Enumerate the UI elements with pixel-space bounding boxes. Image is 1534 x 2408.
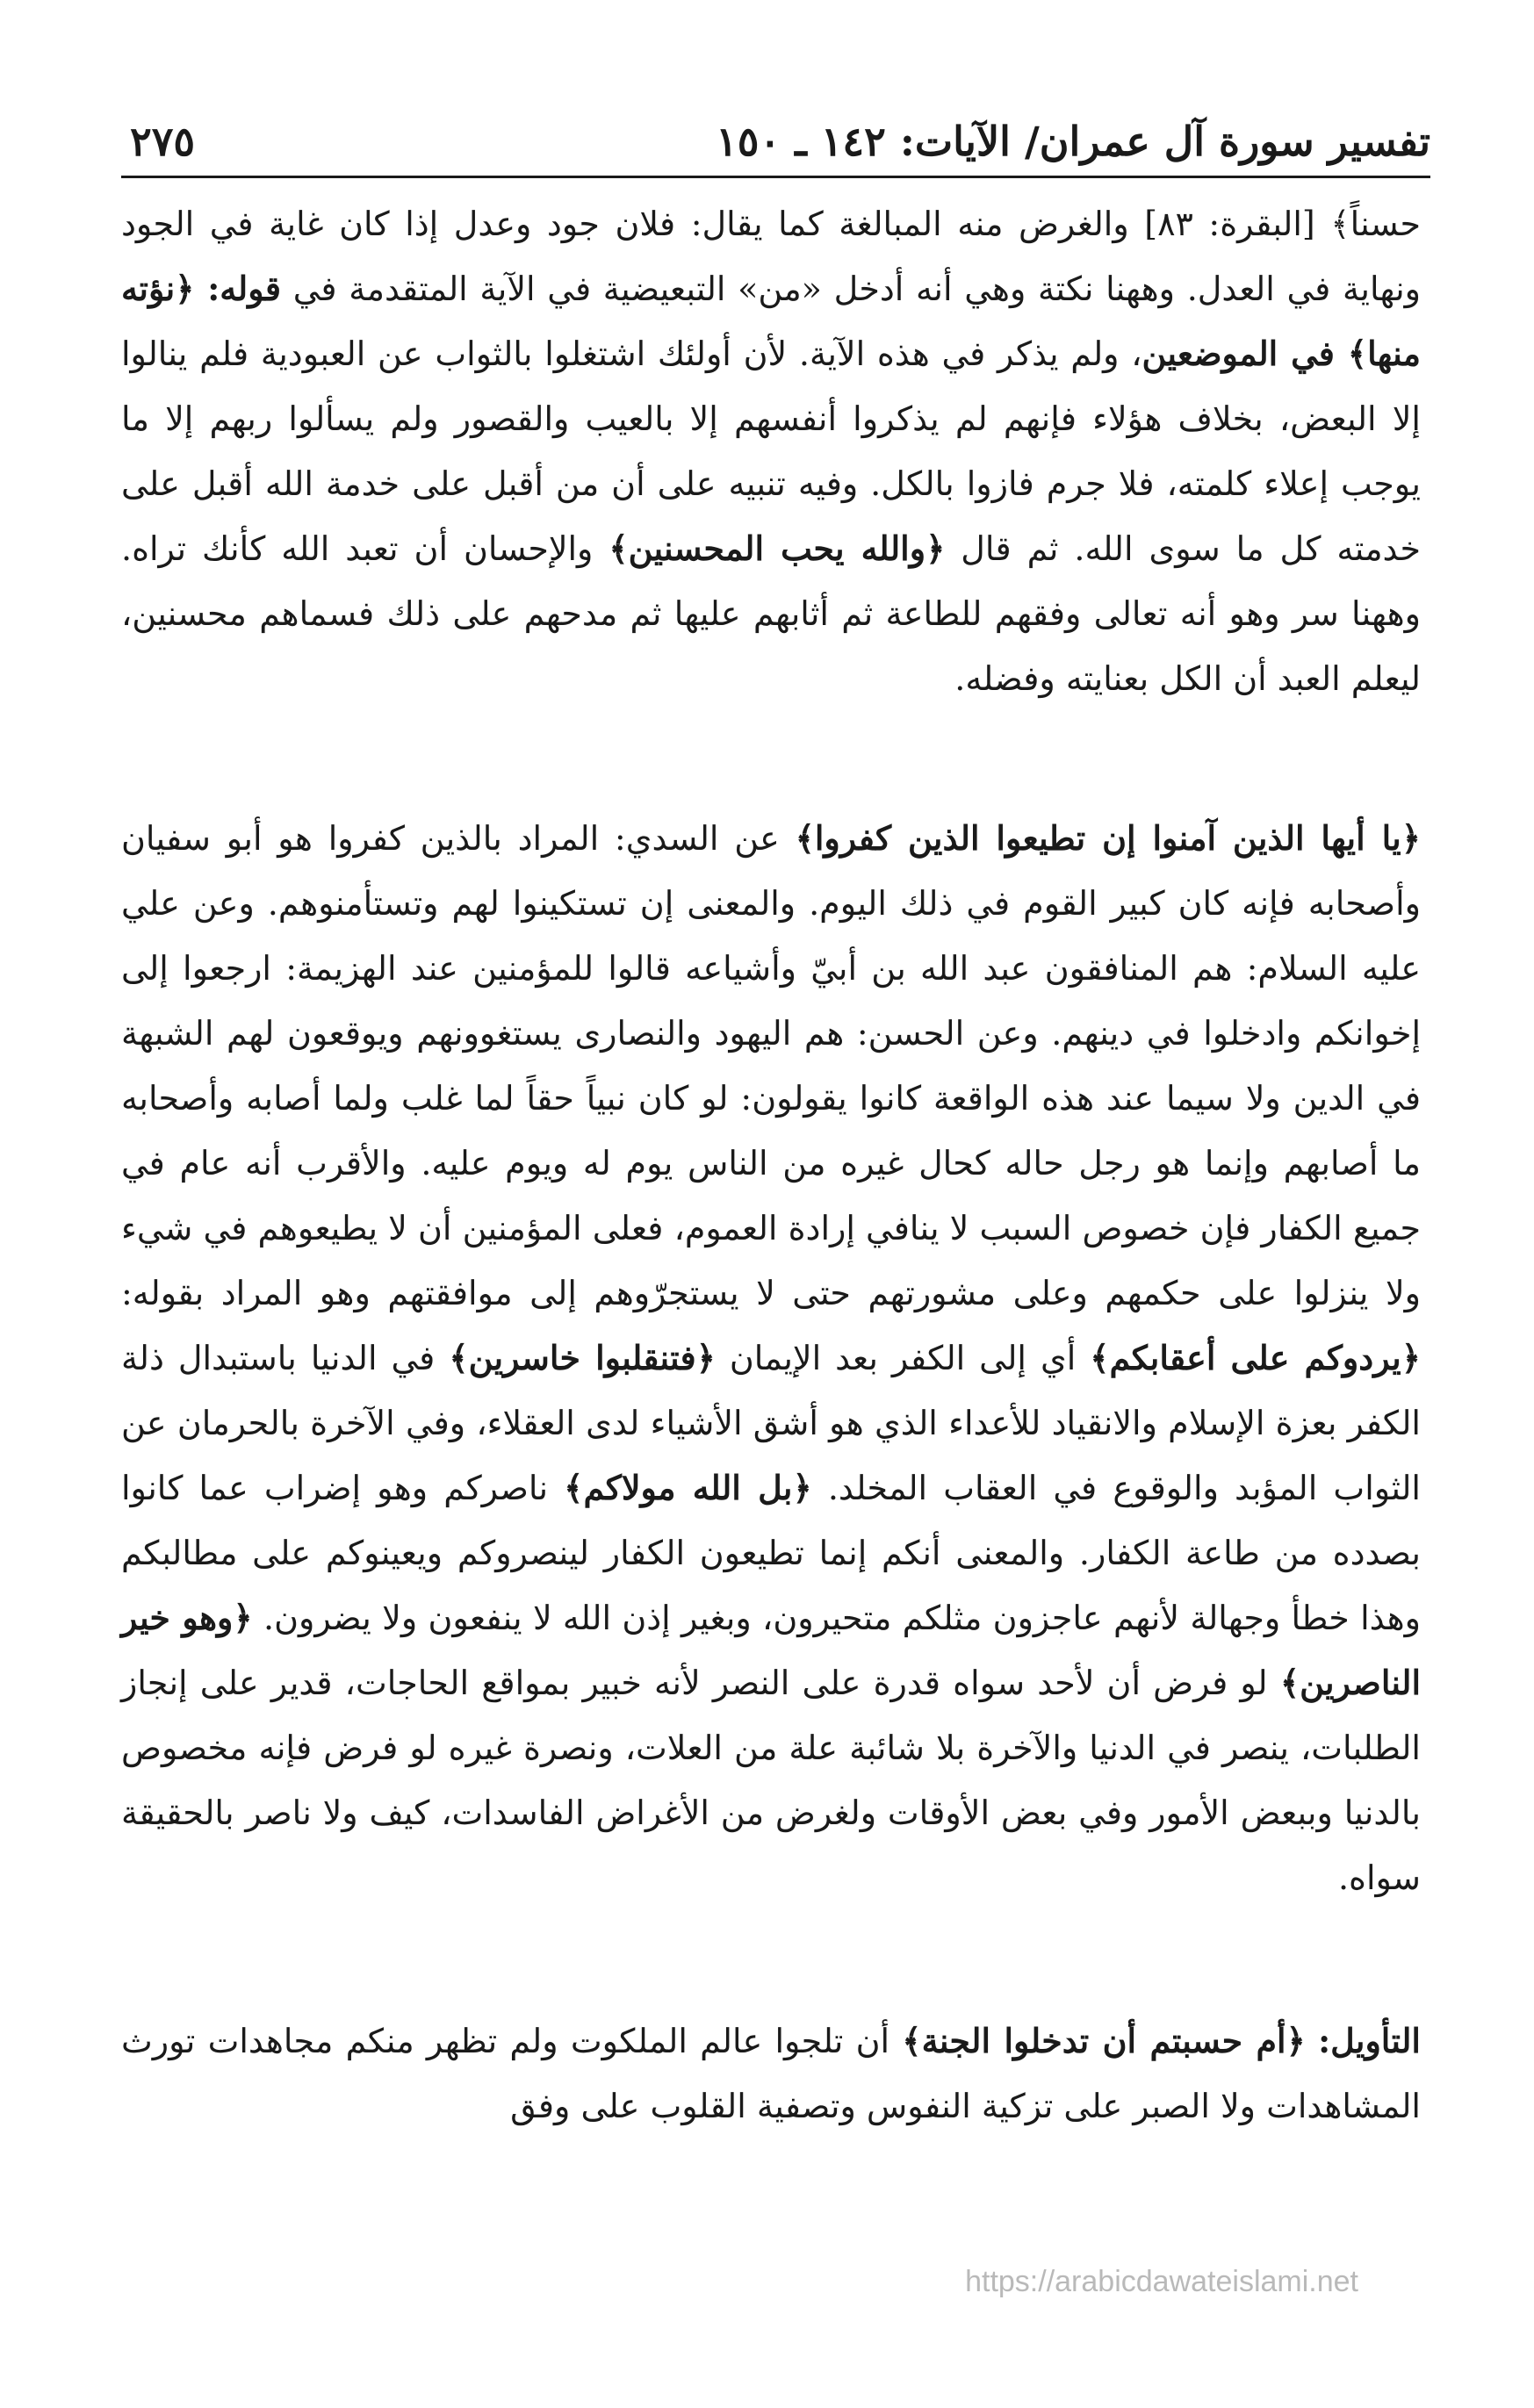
quran-quote: ﴿بل الله مولاكم﴾	[564, 1468, 812, 1507]
text-segment: حسناً﴾ [البقرة: ٨٣] والغرض منه المبالغة كما يقال: فلان جود وعدل إذا كان غاية في الجود ونهاية في العدل. وههنا نكتة وهي أنه أدخل «من» التبعيضية في الآية المتقدمة في	[121, 205, 1421, 308]
text-segment	[1306, 2022, 1318, 2060]
text-segment: والإحسان أن تعبد الله كأنك تراه. وههنا سر وهو أنه تعالى وفقهم للطاعة ثم أثابهم عليها ثم مدحهم على ذلك فسماهم محسنين، ليعلم العبد أن الكل بعنايته وفضله.	[121, 529, 1421, 698]
text-segment: عن السدي: المراد بالذين كفروا هو أبو سفيان وأصحابه فإنه كان كبير القوم في ذلك اليوم. والمعنى إن تستكينوا لهم وتستأمنوهم. وعن علي عليه السلام: هم المنافقون عبد الله بن أبيّ وأشياعه قالوا للمؤمنين عند الهزيمة: ارجعوا إلى إخوانكم وادخلوا في دينهم. وعن الحسن: هم اليهود والنصارى يستغوونهم ويوقعون لهم الشبهة في الدين ولا سيما عند هذه الواقعة كانوا يقولون: لو كان نبياً حقاً لما غلب ولما أصابه وأصحابه ما أصابهم وإنما هو رجل حاله كحال غيره من الناس يوم له ويوم عليه. والأقرب أنه عام في جميع الكفار فإن خصوص السبب لا ينافي إرادة العموم، فعلى المؤمنين أن لا يطيعوهم في شيء ولا ينزلوا على حكمهم وعلى مشورتهم حتى لا يستجرّوهم إلى موافقتهم وهو المراد بقوله:	[121, 819, 1421, 1312]
quran-quote: ﴿يردوكم على أعقابكم﴾	[1090, 1338, 1422, 1377]
header-divider	[121, 176, 1430, 178]
paragraph-text	[121, 2009, 1421, 2138]
quran-quote: قوله: ﴿نؤته منها﴾ في الموضعين	[121, 269, 1421, 373]
watermark-url: https://arabicdawateislami.net	[965, 2265, 1358, 2298]
section-label: التأويل:	[1318, 2021, 1421, 2060]
quran-quote: ﴿وهو خير الناصرين﴾	[121, 1598, 1421, 1702]
running-title: تفسير سورة آل عمران/ الآيات: ١٤٢ ـ ١٥٠	[716, 118, 1430, 165]
quran-quote: ﴿والله يحب المحسنين﴾	[609, 528, 946, 568]
page-header	[123, 111, 1430, 172]
paragraph-1	[121, 191, 1421, 711]
paragraph-text	[121, 806, 1421, 1910]
page-number: ٢٧٥	[130, 118, 196, 165]
paragraph-3	[121, 2009, 1421, 2138]
paragraph-text	[121, 191, 1421, 711]
quran-quote: ﴿يا أيها الذين آمنوا إن تطيعوا الذين كفروا﴾	[795, 818, 1421, 858]
text-segment: أن تلجوا عالم الملكوت ولم تظهر منكم مجاهدات تورث المشاهدات ولا الصبر على تزكية النفوس وتصفية القلوب على وفق	[121, 2022, 1421, 2125]
text-segment: في الدنيا باستبدال ذلة الكفر بعزة الإسلام والانقياد للأعداء الذي هو أشق الأشياء لدى العقلاء، وفي الآخرة بالحرمان عن الثواب المؤبد والوقوع في العقاب المخلد.	[121, 1339, 1421, 1507]
quran-quote: ﴿أم حسبتم أن تدخلوا الجنة﴾	[902, 2021, 1306, 2060]
quran-quote: ﴿فتنقلبوا خاسرين﴾	[449, 1338, 716, 1377]
paragraph-2	[121, 806, 1421, 1910]
text-segment: لو فرض أن لأحد سواه قدرة على النصر لأنه خبير بمواقع الحاجات، قدير على إنجاز الطلبات، ينصر في الدنيا والآخرة بلا شائبة علة من العلات، ونصرة غيره لو فرض فإنه مخصوص بالدنيا وببعض الأمور وفي بعض الأوقات ولغرض من الأغراض الفاسدات، كيف ولا ناصر بالحقيقة سواه.	[121, 1664, 1421, 1897]
text-segment: أي إلى الكفر بعد الإيمان	[715, 1339, 1091, 1377]
text-segment: ناصركم وهو إضراب عما كانوا بصدده من طاعة الكفار. والمعنى أنكم إنما تطيعون الكفار لينصروكم ويعينوكم على مطالبكم وهذا خطأ وجهالة لأنهم عاجزون مثلكم متحيرون، وبغير إذن الله لا ينفعون ولا يضرون.	[121, 1469, 1421, 1637]
text-segment: ، ولم يذكر في هذه الآية. لأن أولئك اشتغلوا بالثواب عن العبودية فلم ينالوا إلا البعض، بخلاف هؤلاء فإنهم لم يذكروا أنفسهم إلا بالعيب والقصور ولم يسألوا ربهم إلا ما يوجب إعلاء كلمته، فلا جرم فازوا بالكل. وفيه تنبيه على أن من أقبل على خدمة الله أقبل على خدمته كل ما سوى الله. ثم قال	[121, 334, 1421, 568]
